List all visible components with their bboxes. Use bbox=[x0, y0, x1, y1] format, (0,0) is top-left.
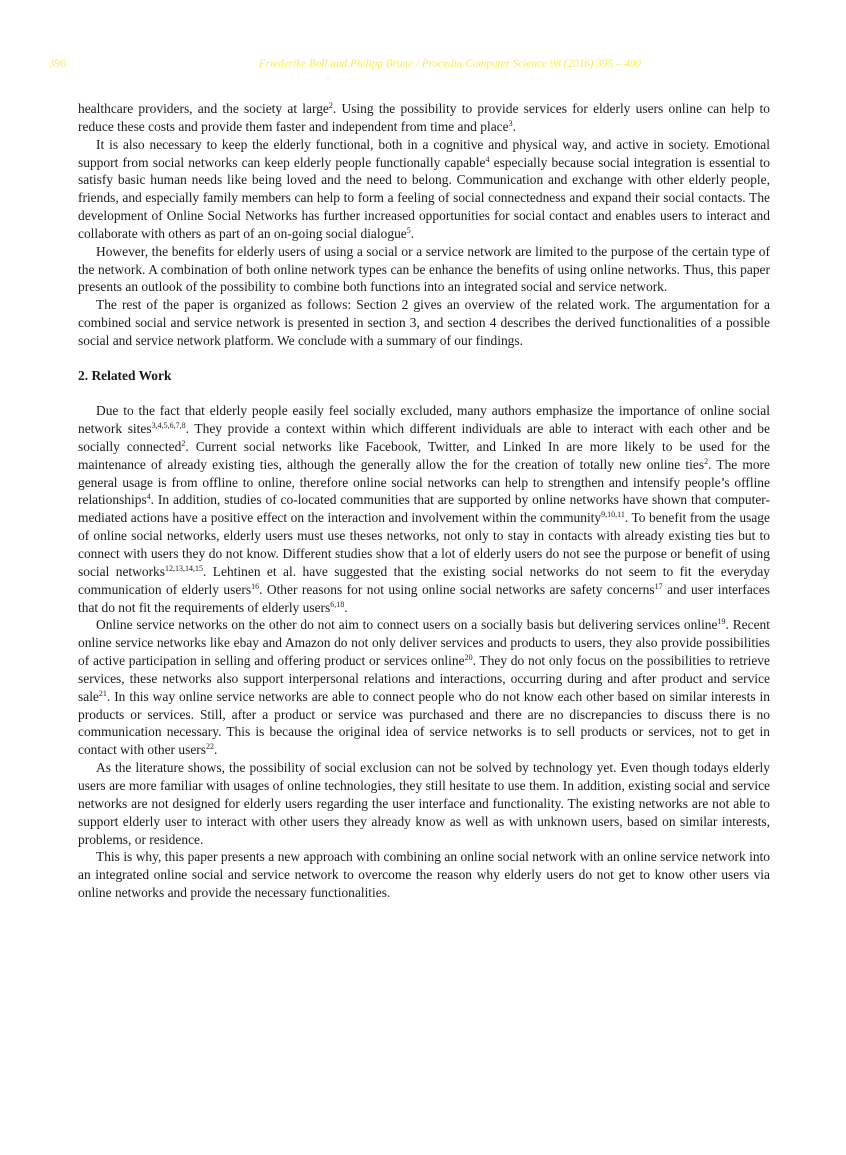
page-number: 396 bbox=[49, 58, 66, 70]
article-body bbox=[78, 100, 770, 902]
paragraph-social-support: It is also necessary to keep the elderly functional, both in a cognitive and physical way, and active in society. Emotional support from social networks can keep elderly people functionally capable$^4$ especially because social integration is essential to satisfy basic human needs like being loved and the need to belong. Communication and exchange with other elderly people, friends, and especially family members can help to form a feeling of social connectedness and expand their social contacts. The development of Online Social Networks has further increased opportunities for social contact and enables users to interact and collaborate with others as part of an on-going social dialogue$^5$. bbox=[78, 136, 770, 241]
citation: 3,4,5,6,7,8 bbox=[151, 421, 186, 431]
citation: 2 bbox=[704, 456, 709, 466]
paragraph-intro-continued: healthcare providers, and the society at large$^2$. Using the possibility to provide services for elderly users online can help to reduce these costs and provide them faster and independent from time and place$^3$. bbox=[78, 101, 770, 134]
citation: 5 bbox=[406, 225, 411, 235]
citation: 4 bbox=[146, 492, 151, 502]
citation: 22 bbox=[206, 742, 214, 752]
citation: 3 bbox=[508, 118, 513, 128]
citation: 21 bbox=[98, 688, 107, 698]
page-header bbox=[0, 58, 846, 74]
paragraph-literature-summary: As the literature shows, the possibility of social exclusion can not be solved by technology yet. Even though todays elderly users are more familiar with usages of online technologies, they still hesitate to use them. In addition, existing social and service networks are not designed for elderly users regarding the user interface and functionality. The existing networks are not able to support elderly user to interact with other users they already know as well as with unknown users, based on similar interests, problems, or residence. bbox=[78, 760, 770, 847]
citation: 2 bbox=[328, 101, 333, 110]
running-title: Friederike Boll and Philipp Brune / Procedia Computer Science 98 (2016) 395 – 400 bbox=[258, 58, 642, 70]
citation: 19 bbox=[717, 617, 726, 627]
citation: 2 bbox=[181, 438, 186, 448]
citation: 17 bbox=[654, 581, 663, 591]
citation: 16 bbox=[251, 581, 260, 591]
section-heading-related-work: 2. Related Work bbox=[78, 367, 172, 383]
citation: 9,10,11 bbox=[601, 510, 625, 520]
paragraph-social-networks: Due to the fact that elderly people easily feel socially excluded, many authors emphasize the importance of online social network sites$^{3,4,5,6,7,8}$. They provide a context within which different individuals are able to interact with each other and be socially connected$^2$. Current social networks like Facebook, Twitter, and Linked In are more likely to be used for the maintenance of already existing ties, although the generally allow the for the creation of totally new online ties$^2$. The more general usage is from offline to online, therefore online social networks can help to strengthen and intensify people’s offline relationships$^4$. In addition, studies of co-located communities that are supported by online networks have shown that computer-mediated actions have a positive effect on the interaction and involvement within the community$^{9,10,11}$. To benefit from the usage of online social networks, elderly users must use theses networks, not only to stay in contacts with already existing ties but to connect with users they do not know. Different studies show that a lot of elderly users do not see the purpose or benefit of using social networks$^{12,13,14,15}$. Lehtinen et al. have suggested that the existing social networks do not seem to fit the everyday communication of elderly users$^{16}$. Other reasons for not using online social networks are safety concerns$^{17}$ and user interfaces that do not fit the requirements of elderly users$^{6,18}$. bbox=[78, 403, 771, 615]
citation: 12,13,14,15 bbox=[165, 563, 204, 573]
paragraph-approach: This is why, this paper presents a new approach with combining an online social network with an online service network into an integrated online social and service network to overcome the reason why elderly users do not get to know other users via online networks and provide the necessary functionalities. bbox=[78, 849, 770, 901]
paragraph-service-networks: Online service networks on the other do not aim to connect users on a socially basis but delivering services online$^{19}$. Recent online service networks like ebay and Amazon do not only deliver services and products to users, they also provide possibilities of active participation in selling and offering product or services online$^{20}$. They do not only focus on the possibilities to retrieve services, these networks also support interpersonal relations and interactions, occurring during and after product and service sale$^{21}$. In this way online service networks are able to connect people who do not know each other based on similar interests in products or services. Still, after a product or service was purchased and there are no discrepancies to discuss there is no communication necessary. This is because the original idea of service networks is to sell products or services, not to get in contact with other users$^{22}$. bbox=[78, 617, 771, 758]
paragraph-benefits-limits: However, the benefits for elderly users of using a social or a service network are limited to the purpose of the certain type of the network. A combination of both online network types can be enhance the benefits of using online networks. Thus, this paper presents an outlook of the possibility to combine both functions into an integrated social and service network. bbox=[78, 243, 770, 295]
citation: 20 bbox=[464, 653, 473, 663]
paragraph-paper-organization: The rest of the paper is organized as follows: Section 2 gives an overview of the related work. The argumentation for a combined social and service network is presented in section 3, and section 4 describes the derived functionalities of a possible social and service network platform. We conclude with a summary of our findings. bbox=[78, 297, 770, 348]
citation: 4 bbox=[485, 154, 490, 164]
citation: 6,18 bbox=[330, 599, 345, 609]
